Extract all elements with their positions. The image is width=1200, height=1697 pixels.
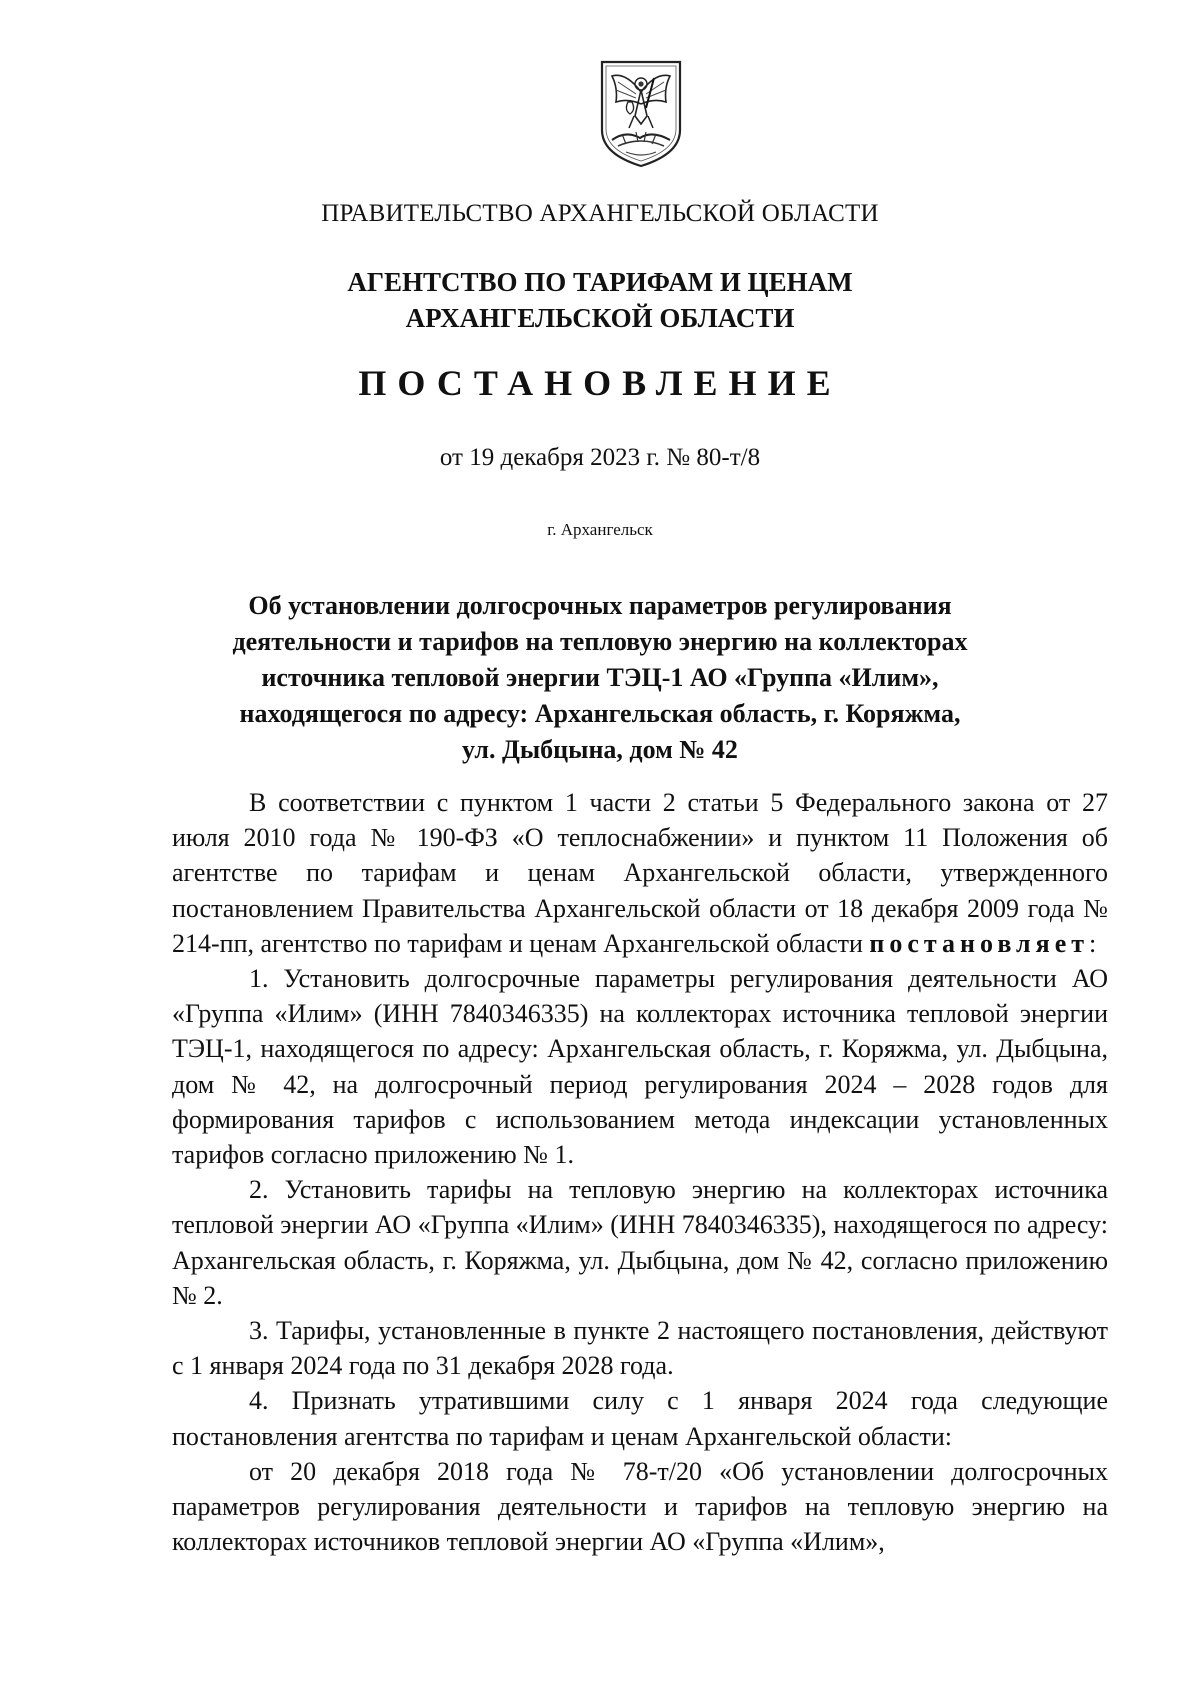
- document-city: г. Архангельск: [547, 520, 653, 539]
- clause-paragraph: от 20 декабря 2018 года № 78-т/20 «Об установлении долгосрочных параметров регулирования деятельности и тарифов на тепловую энергию на коллекторах источников тепловой энергии АО «Группа «Илим»,: [172, 1456, 1108, 1557]
- clause-paragraph: 3. Тарифы, установленные в пункте 2 настоящего постановления, действуют с 1 января 2024 года по 31 декабря 2028 года.: [172, 1316, 1108, 1381]
- agency-name-line-1: АГЕНТСТВО ПО ТАРИФАМ И ЦЕНАМ: [347, 267, 853, 297]
- clause-paragraph: 4. Признать утратившими силу с 1 января 2024 года следующие постановления агентства по тарифам и ценам Архангельской области:: [172, 1386, 1108, 1451]
- coat-of-arms-icon: [596, 58, 686, 170]
- document-title-line: источника тепловой энергии ТЭЦ-1 АО «Группа «Илим»,: [261, 663, 939, 692]
- document-type: ПОСТАНОВЛЕНИЕ: [358, 363, 842, 403]
- document-body: [172, 785, 1108, 1559]
- document-title-line: Об установлении долгосрочных параметров регулирования: [248, 591, 952, 620]
- resolves-word: постановляет: [869, 928, 1090, 958]
- document-title-line: ул. Дыбцына, дом № 42: [462, 735, 738, 764]
- document-date-number: от 19 декабря 2023 г. № 80-т/8: [439, 444, 761, 471]
- document-title: [0, 588, 1200, 768]
- preamble-paragraph: [172, 785, 1108, 961]
- agency-name: [0, 264, 1200, 336]
- preamble-text: В соответствии с пунктом 1 части 2 статьи 5 Федерального закона от 27 июля 2010 года № 190-ФЗ «О теплоснабжении» и пунктом 11 Положения об агентстве по тарифам и ценам Архангельской области, утвержденного постановлением Правительства Архангельской области от 18 декабря 2009 года № 214-пп, агентство по тарифам и ценам Архангельской области: [172, 788, 1108, 958]
- document-title-line: деятельности и тарифов на тепловую энергию на коллекторах: [232, 627, 968, 656]
- document-title-line: находящегося по адресу: Архангельская область, г. Коряжма,: [239, 699, 961, 728]
- clause-paragraph: 1. Установить долгосрочные параметры регулирования деятельности АО «Группа «Илим» (ИНН 7840346335) на коллекторах источника тепловой энергии ТЭЦ-1, находящегося по адресу: Архангельская область, г. Коряжма, ул. Дыбцына, дом № 42, на долгосрочный период регулирования 2024 – 2028 годов для формирования тарифов с использованием метода индексации установленных тарифов согласно приложению № 1.: [172, 964, 1108, 1170]
- clause-paragraph: 2. Установить тарифы на тепловую энергию на коллекторах источника тепловой энергии АО «Группа «Илим» (ИНН 7840346335), находящегося по адресу: Архангельская область, г. Коряжма, ул. Дыбцына, дом № 42, согласно приложению № 2.: [172, 1175, 1108, 1310]
- agency-name-line-2: АРХАНГЕЛЬСКОЙ ОБЛАСТИ: [405, 303, 795, 333]
- resolves-colon: :: [1089, 928, 1097, 958]
- government-name: ПРАВИТЕЛЬСТВО АРХАНГЕЛЬСКОЙ ОБЛАСТИ: [321, 200, 879, 227]
